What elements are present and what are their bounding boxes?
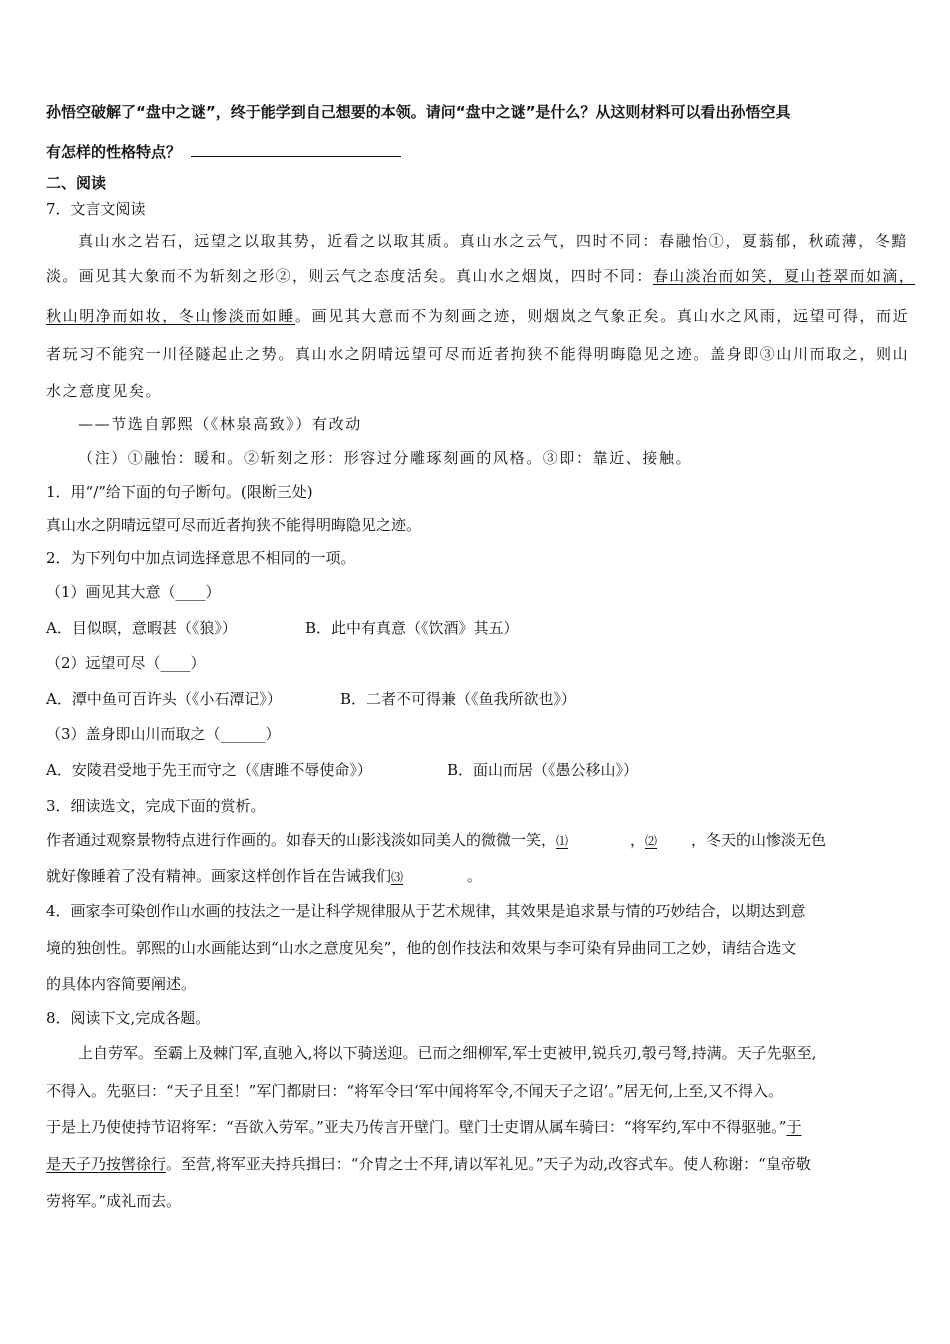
sub-question-2-item-1: （1）画见其大意（____） bbox=[46, 583, 221, 601]
q8-line-3 bbox=[46, 1117, 801, 1137]
passage-note: （注）①融怡：暖和。②斩刻之形：形容过分雕琢刻画的风格。③即：靠近、接触。 bbox=[78, 449, 693, 467]
blank-3: ⑶ bbox=[391, 870, 404, 884]
sub-question-4-line-1: 4．画家李可染创作山水画的技法之一是让科学规律服从于艺术规律，其效果是追求景与情的巧妙结合，以期达到意 bbox=[46, 902, 806, 920]
section-heading: 二、阅读 bbox=[46, 174, 107, 192]
option-1b: B．此中有真意（《饮酒》其五） bbox=[305, 619, 519, 637]
q8-line-3a: 于是上乃使使持节诏将军：“吾欲入劳军。”亚夫乃传言开壁门。壁门士吏谓从属车骑曰：“将军约,军中不得驱驰。” bbox=[46, 1118, 787, 1136]
intro-line-2 bbox=[46, 141, 401, 162]
sub-question-2-item-3: （3）盖身即山川而取之（______） bbox=[46, 725, 281, 743]
s3-text-c: 就好像睡着了没有精神。画家这样创作旨在告诫我们 bbox=[46, 867, 392, 885]
passage-line-3 bbox=[46, 306, 909, 326]
option-2a: A．潭中鱼可百许头（《小石潭记》） bbox=[46, 690, 282, 708]
q8-line-4b: 。至营,将军亚夫持兵揖曰：“介胄之士不拜,请以军礼见。”天子为动,改容式车。使人称谢：“皇帝敬 bbox=[166, 1155, 811, 1173]
sub-question-3: 3．细读选文，完成下面的赏析。 bbox=[46, 797, 266, 815]
intro-line-1: 孙悟空破解了“盘中之谜”，终于能学到自己想要的本领。请问“盘中之谜”是什么？从这则材料可以看出孙悟空具 bbox=[46, 103, 791, 121]
sub-question-4-line-2: 境的独创性。郭熙的山水画能达到“山水之意度见矣”，他的创作技法和效果与李可染有异曲同工之妙，请结合选文 bbox=[46, 939, 797, 957]
option-1a: A．目似暝，意暇甚（《狼》） bbox=[46, 619, 237, 637]
sub-question-1-text: 真山水之阴晴远望可尽而近者拘狭不能得明晦隐见之迹。 bbox=[46, 516, 422, 534]
s3-sep: ， bbox=[630, 831, 646, 849]
sub-question-2: 2．为下列句中加点词选择意思不相同的一项。 bbox=[46, 549, 356, 567]
passage-line-2a: 淡。画见其大象而不为斩刻之形②，则云气之态度活矣。真山水之烟岚，四时不同： bbox=[46, 267, 653, 285]
option-3b: B．面山而居（《愚公移山》） bbox=[447, 761, 639, 779]
answer-blank bbox=[191, 141, 401, 157]
intro-line-2-text: 有怎样的性格特点？ bbox=[46, 143, 182, 161]
sub-question-2-item-2: （2）远望可尽（____） bbox=[46, 654, 206, 672]
s3-text-b: ，冬天的山惨淡无色 bbox=[691, 831, 827, 849]
q8-line-2: 不得入。先驱曰：“天子且至！”军门都尉曰：“将军令曰‘军中闻将军令,不闻天子之诏’。”居无何,上至,又不得入。 bbox=[46, 1082, 784, 1100]
q7-title: 7．文言文阅读 bbox=[46, 200, 146, 218]
s3-text-a: 作者通过观察景物特点进行作画的。如春天的山影浅淡如同美人的微微一笑， bbox=[46, 831, 557, 849]
q8-line-5: 劳将军。”成礼而去。 bbox=[46, 1192, 182, 1210]
sub-question-1: 1．用“/”给下面的句子断句。(限断三处) bbox=[46, 483, 313, 501]
q8-underlined-start: 于 bbox=[786, 1118, 802, 1136]
q8-underlined-sentence: 是天子乃按辔徐行 bbox=[46, 1155, 167, 1173]
passage-source: ——节选自郭熙（《林泉高致》）有改动 bbox=[78, 415, 362, 433]
sub-question-3-line-2 bbox=[46, 866, 482, 887]
passage-line-1: 真山水之岩石，远望之以取其势，近看之以取其质。真山水之云气，四时不同：春融怡①，夏蓊郁，秋疏薄，冬黯 bbox=[78, 232, 909, 250]
underlined-sentence-1: 春山淡冶而如笑，夏山苍翠而如滴， bbox=[652, 267, 916, 285]
blank-1: ⑴ bbox=[556, 834, 569, 848]
s3-text-d: 。 bbox=[467, 867, 483, 885]
q8-title: 8．阅读下文,完成各题。 bbox=[46, 1009, 211, 1027]
blank-2: ⑵ bbox=[645, 834, 658, 848]
passage-line-2 bbox=[46, 266, 915, 286]
option-2b: B．二者不可得兼（《鱼我所欲也》） bbox=[340, 690, 577, 708]
q8-line-1: 上自劳军。至霸上及棘门军,直驰入,将以下骑送迎。已而之细柳军,军士吏被甲,锐兵刃,彀弓弩,持满。天子先驱至, bbox=[78, 1044, 817, 1062]
option-3a: A．安陵君受地于先王而守之（《唐雎不辱使命》） bbox=[46, 761, 372, 779]
q8-line-4 bbox=[46, 1154, 811, 1174]
sub-question-3-line-1 bbox=[46, 830, 826, 851]
underlined-sentence-2: 秋山明净而如妆，冬山惨淡而如睡 bbox=[46, 307, 296, 325]
passage-line-3b: 。画见其大意而不为刻画之迹，则烟岚之气象正矣。真山水之风雨，远望可得，而近 bbox=[295, 307, 910, 325]
passage-line-4: 者玩习不能究一川径隧起止之势。真山水之阴晴远望可尽而近者拘狭不能得明晦隐见之迹。盖身即③山川而取之，则山 bbox=[46, 345, 910, 363]
passage-line-5: 水之意度见矣。 bbox=[46, 382, 163, 400]
sub-question-4-line-3: 的具体内容简要阐述。 bbox=[46, 975, 197, 993]
